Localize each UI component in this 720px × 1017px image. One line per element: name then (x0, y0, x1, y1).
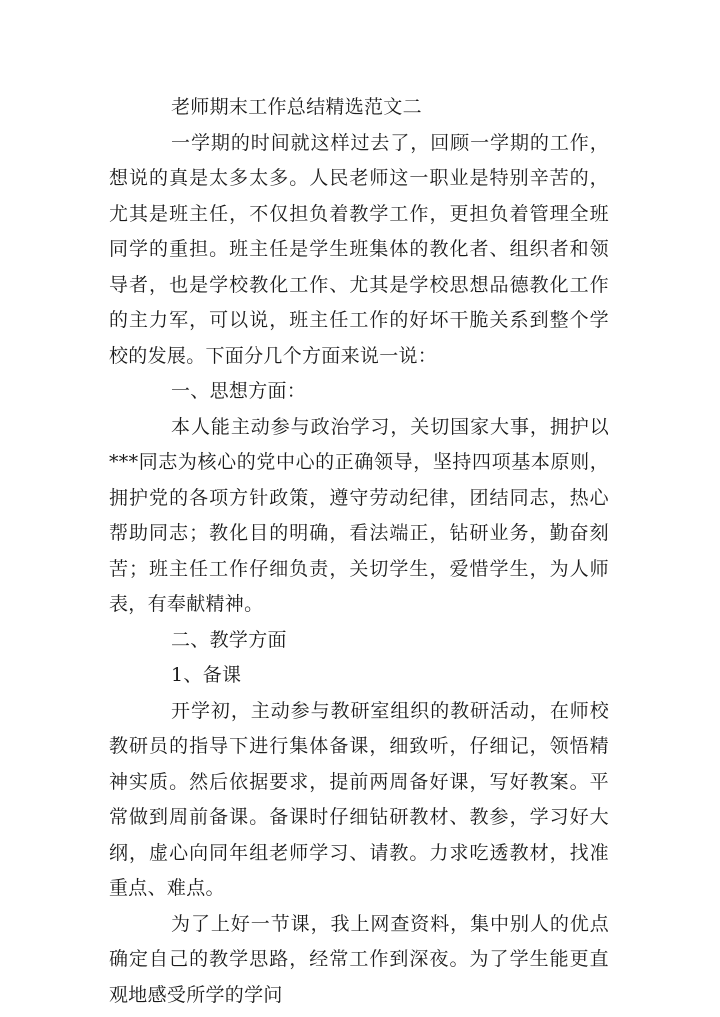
section-heading-teaching: 二、教学方面 (171, 628, 287, 651)
paragraph-lesson-prep: 开学初，主动参与教研室组织的教研活动，在师校教研员的指导下进行集体备课，细致听，仔细记，领悟精神实质。然后依据要求，提前两周备好课，写好教案。平常做到周前备课。备课时仔细钻研教材、教参，学习好大纲，虚心向同年组老师学习、请教。力求吃透教材，找准重点、难点。 (109, 699, 609, 899)
paragraph-intro: 一学期的时间就这样过去了，回顾一学期的工作，想说的真是太多太多。人民老师这一职业是特别辛苦的，尤其是班主任，不仅担负着教学工作，更担负着管理全班同学的重担。班主任是学生班集体的教化者、组织者和领导者，也是学校教化工作、尤其是学校思想品德教化工作的主力军，可以说，班主任工作的好坏干脆关系到整个学校的发展。下面分几个方面来说一说： (109, 131, 609, 367)
subsection-heading-lesson-prep: 1、备课 (171, 664, 242, 686)
paragraph-lesson-quality: 为了上好一节课，我上网查资料，集中别人的优点确定自己的教学思路，经常工作到深夜。为了学生能更直观地感受所学的学问 (109, 912, 609, 1006)
document-body (109, 90, 609, 1013)
paragraph-thought: 本人能主动参与政治学习，关切国家大事，拥护以***同志为核心的党中心的正确领导，坚持四项基本原则，拥护党的各项方针政策，遵守劳动纪律，团结同志，热心帮助同志；教化目的明确，看法端正，钻研业务，勤奋刻苦；班主任工作仔细负责，关切学生，爱惜学生，为人师表，有奉献精神。 (109, 415, 609, 615)
document-title: 老师期末工作总结精选范文二 (171, 96, 422, 118)
section-heading-thought: 一、思想方面： (171, 380, 307, 402)
